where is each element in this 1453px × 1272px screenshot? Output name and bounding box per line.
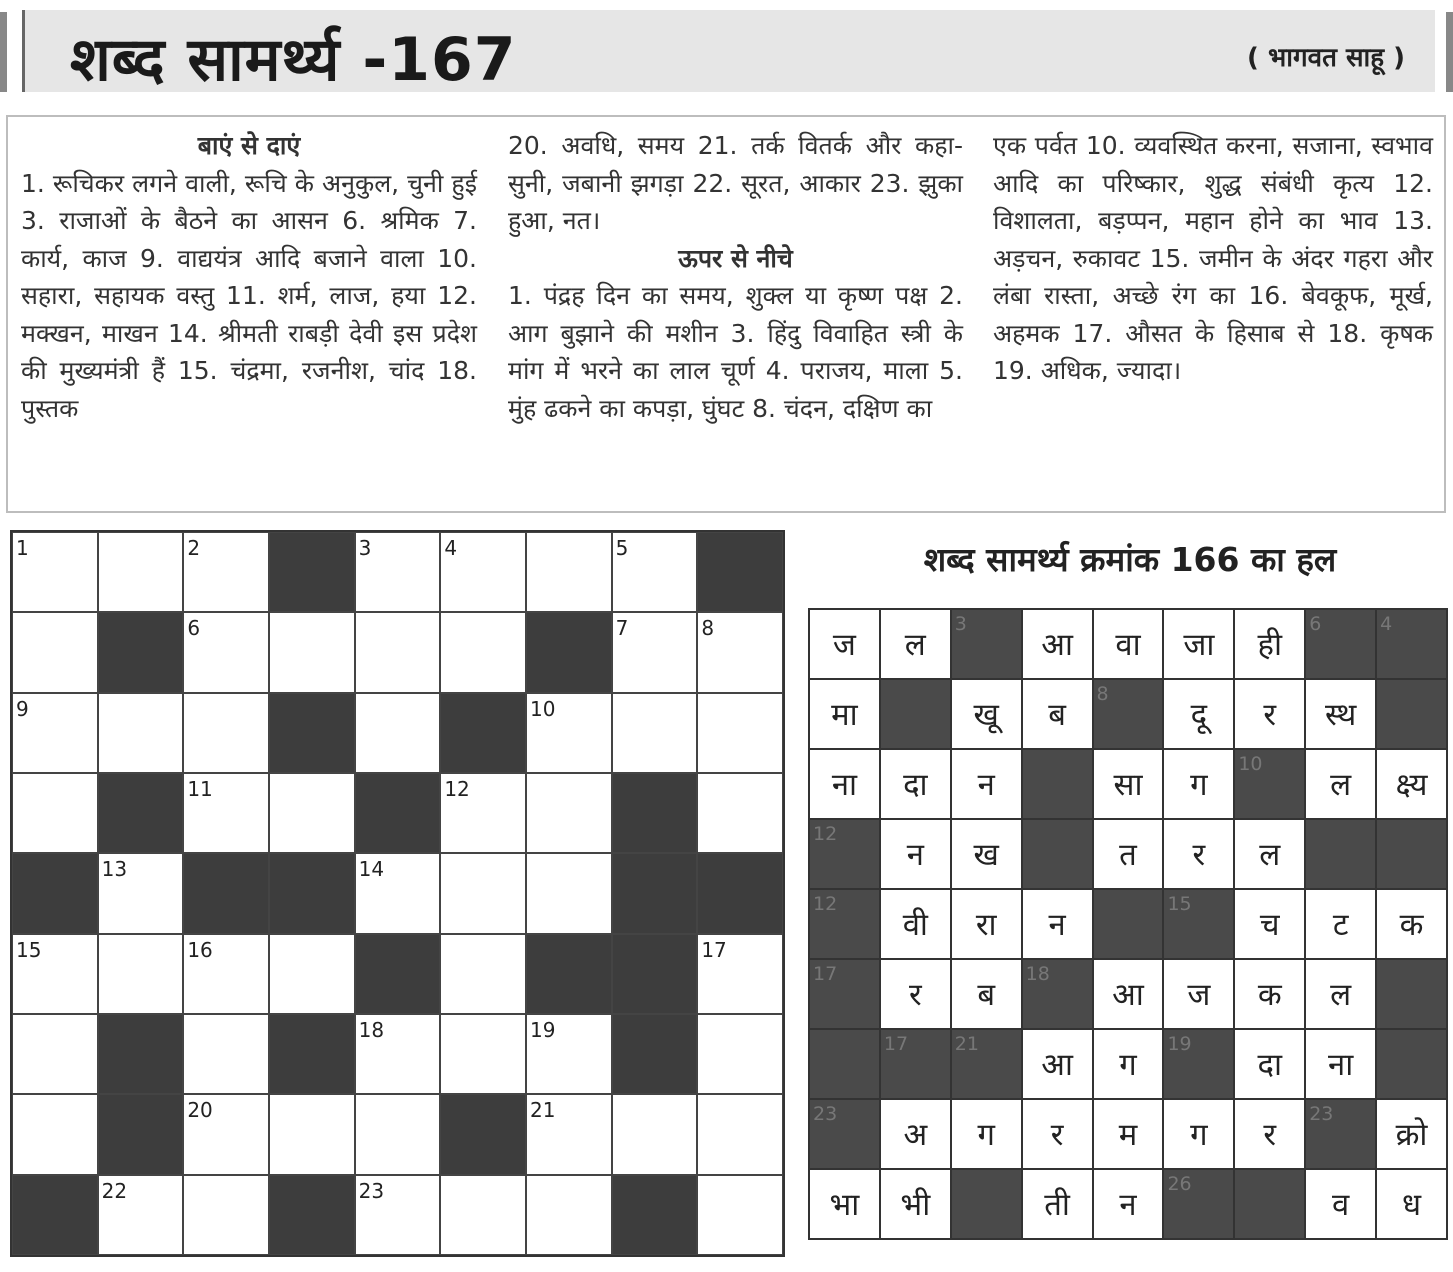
solution-cell-black [881, 1030, 950, 1098]
grid-cell[interactable] [526, 1094, 612, 1174]
solution-letter: रा [975, 907, 997, 943]
solution-letter: न [977, 767, 995, 803]
grid-cell[interactable] [440, 1014, 526, 1094]
solution-letter: क [1257, 977, 1282, 1013]
solution-cell [1377, 1100, 1446, 1168]
grid-cell[interactable] [183, 934, 269, 1014]
solution-cell [1094, 750, 1163, 818]
clue-number: 13 [101, 857, 128, 882]
down-clues-part-1: 1. पंद्रह दिन का समय, शुक्ल या कृष्ण पक्ष 2. आग बुझाने की मशीन 3. हिंदु विवाहित स्त्री के मांग में भरने का लाल चूर्ण 4. पराजय, माला 5. मुंह ढकने का कपड़ा, घुंघट 8. चंदन, दक्षिण का [508, 281, 963, 423]
grid-cell[interactable] [12, 1094, 98, 1174]
solution-letter: स्थ [1325, 697, 1357, 733]
solution-letter: खू [973, 697, 999, 733]
clues-column-3 [993, 127, 1433, 390]
solution-letter: न [1048, 907, 1066, 943]
solution-letter: भी [900, 1187, 931, 1223]
solution-grid [808, 608, 1448, 1240]
clue-number: 17 [701, 937, 727, 962]
grid-cell-black [697, 853, 783, 933]
clue-number: 14 [358, 857, 385, 882]
header [0, 0, 1453, 100]
down-heading: ऊपर से नीचे [678, 243, 793, 273]
solution-cell [1306, 1030, 1375, 1098]
solution-clue-number: 23 [1309, 1103, 1334, 1125]
grid-cell[interactable] [355, 853, 441, 933]
solution-letter: जा [1183, 627, 1215, 663]
grid-cell-black [269, 1014, 355, 1094]
solution-letter: आ [1112, 977, 1144, 1013]
solution-letter: ल [904, 627, 926, 663]
solution-letter: भा [829, 1187, 860, 1223]
grid-cell[interactable] [98, 934, 184, 1014]
solution-letter: आ [1041, 1047, 1073, 1083]
solution-letter: दा [903, 767, 928, 803]
grid-cell[interactable] [526, 532, 612, 612]
clue-number: 10 [529, 696, 556, 721]
solution-cell [881, 890, 950, 958]
solution-clue-number: 26 [1167, 1173, 1192, 1195]
solution-letter: ट [1332, 907, 1349, 943]
solution-letter: वी [902, 907, 928, 943]
solution-cell [1164, 960, 1233, 1028]
grid-cell[interactable] [183, 1014, 269, 1094]
solution-cell-black [1306, 820, 1375, 888]
crossword-grid[interactable] [10, 530, 785, 1257]
grid-cell-black [440, 693, 526, 773]
grid-cell[interactable] [440, 612, 526, 692]
solution-cell-black [881, 680, 950, 748]
solution-cell-black [1094, 680, 1163, 748]
grid-cell[interactable] [697, 1094, 783, 1174]
grid-cell-black [269, 853, 355, 933]
grid-cell-black [98, 612, 184, 692]
grid-cell[interactable] [183, 1175, 269, 1255]
grid-cell-black [269, 693, 355, 773]
grid-cell-black [355, 934, 441, 1014]
solution-cell [810, 610, 879, 678]
solution-cell [881, 820, 950, 888]
solution-cell-black [1094, 890, 1163, 958]
solution-letter: ख [973, 837, 999, 873]
grid-cell[interactable] [526, 1175, 612, 1255]
solution-cell [1164, 1100, 1233, 1168]
solution-letter: ध [1402, 1187, 1422, 1223]
solution-letter: त [1119, 837, 1137, 873]
solution-cell [1023, 680, 1092, 748]
solution-cell [810, 750, 879, 818]
solution-cell [1164, 610, 1233, 678]
grid-cell[interactable] [697, 934, 783, 1014]
grid-cell[interactable] [440, 773, 526, 853]
grid-cell[interactable] [526, 853, 612, 933]
solution-letter: ही [1257, 627, 1283, 663]
solution-cell [1235, 610, 1304, 678]
grid-cell[interactable] [355, 532, 441, 612]
solution-cell-black [810, 820, 879, 888]
solution-cell [1377, 750, 1446, 818]
solution-cell-black [1306, 1100, 1375, 1168]
solution-letter: च [1259, 907, 1280, 943]
solution-cell [810, 1170, 879, 1238]
solution-cell [1164, 680, 1233, 748]
grid-cell[interactable] [12, 934, 98, 1014]
clues-box [6, 115, 1446, 513]
grid-cell-black [526, 934, 612, 1014]
solution-cell [810, 680, 879, 748]
grid-cell-black [12, 853, 98, 933]
clue-number: 21 [529, 1098, 556, 1123]
solution-cell [952, 1100, 1021, 1168]
grid-cell[interactable] [697, 1175, 783, 1255]
grid-cell-black [269, 532, 355, 612]
solution-letter: ल [1330, 767, 1352, 803]
author-name: ( भागवत साहू ) [1247, 43, 1405, 73]
solution-cell-black [1377, 680, 1446, 748]
grid-cell[interactable] [12, 612, 98, 692]
puzzle-title: शब्द सामर्थ्य -167 [70, 25, 517, 95]
solution-cell [1235, 680, 1304, 748]
solution-cell-black [810, 1030, 879, 1098]
solution-cell [1306, 680, 1375, 748]
grid-cell[interactable] [12, 532, 98, 612]
solution-letter: ल [1330, 977, 1352, 1013]
solution-cell-black [1377, 610, 1446, 678]
solution-cell-black [1023, 750, 1092, 818]
solution-cell-black [1164, 1170, 1233, 1238]
solution-cell-black [952, 1170, 1021, 1238]
solution-clue-number: 10 [1238, 753, 1263, 775]
solution-clue-number: 12 [813, 823, 838, 845]
solution-cell [1377, 1170, 1446, 1238]
clue-number: 1 [16, 536, 29, 560]
solution-cell [881, 1100, 950, 1168]
grid-cell[interactable] [355, 612, 441, 692]
solution-cell-black [1377, 960, 1446, 1028]
solution-letter: ती [1044, 1187, 1070, 1223]
grid-cell-black [612, 934, 698, 1014]
grid-cell[interactable] [612, 612, 698, 692]
grid-cell-black [440, 1094, 526, 1174]
grid-cell[interactable] [12, 1014, 98, 1094]
grid-cell[interactable] [355, 1175, 441, 1255]
grid-cell-black [526, 612, 612, 692]
grid-cell[interactable] [697, 1014, 783, 1094]
grid-cell[interactable] [440, 1175, 526, 1255]
solution-cell-black [952, 1030, 1021, 1098]
grid-cell[interactable] [269, 934, 355, 1014]
solution-cell [1094, 820, 1163, 888]
solution-cell [1377, 890, 1446, 958]
solution-letter: र [1050, 1117, 1064, 1153]
solution-clue-number: 19 [1167, 1033, 1192, 1055]
solution-cell [1235, 890, 1304, 958]
clue-number: 7 [615, 616, 629, 641]
clue-number: 22 [101, 1178, 128, 1203]
grid-cell-black [612, 1175, 698, 1255]
solution-letter: ना [1328, 1047, 1354, 1083]
grid-cell[interactable] [183, 1094, 269, 1174]
header-right-bar [1446, 12, 1453, 92]
solution-letter: व [1332, 1187, 1350, 1223]
grid-cell[interactable] [440, 532, 526, 612]
solution-clue-number: 15 [1167, 893, 1192, 915]
solution-cell [1094, 1100, 1163, 1168]
solution-cell [1023, 610, 1092, 678]
across-heading: बाएं से दाएं [197, 131, 301, 160]
solution-cell [881, 1170, 950, 1238]
solution-letter: क्ष्य [1395, 767, 1428, 803]
clues-column-2 [508, 127, 963, 427]
solution-letter: अ [903, 1117, 928, 1153]
solution-cell [1306, 890, 1375, 958]
grid-cell-black [98, 773, 184, 853]
solution-cell [1235, 960, 1304, 1028]
solution-cell-black [810, 1100, 879, 1168]
solution-cell [952, 890, 1021, 958]
across-clues-part-2: 20. अवधि, समय 21. तर्क वितर्क और कहा-सुनी, जबानी झगड़ा 22. सूरत, आकार 23. झुका हुआ, नत। [508, 131, 963, 235]
solution-cell [1235, 1030, 1304, 1098]
solution-cell [1235, 820, 1304, 888]
solution-clue-number: 17 [883, 1033, 909, 1055]
grid-cell[interactable] [355, 693, 441, 773]
clue-number: 12 [444, 777, 470, 801]
solution-cell [1023, 1100, 1092, 1168]
grid-cell[interactable] [355, 1014, 441, 1094]
solution-clue-number: 17 [813, 963, 838, 985]
clue-number: 20 [187, 1098, 213, 1123]
solution-clue-number: 6 [1309, 613, 1322, 635]
solution-cell-black [810, 890, 879, 958]
grid-cell-black [612, 1014, 698, 1094]
solution-letter: ब [977, 977, 996, 1013]
solution-letter: ना [831, 767, 858, 803]
grid-cell[interactable] [697, 612, 783, 692]
grid-cell[interactable] [612, 693, 698, 773]
solution-letter: आ [1041, 627, 1073, 663]
grid-cell[interactable] [526, 1014, 612, 1094]
clue-number: 2 [187, 536, 201, 560]
grid-cell[interactable] [697, 773, 783, 853]
solution-letter: ग [977, 1117, 995, 1153]
grid-cell[interactable] [98, 693, 184, 773]
grid-cell[interactable] [612, 1094, 698, 1174]
solution-cell [1306, 750, 1375, 818]
grid-cell[interactable] [183, 532, 269, 612]
grid-cell[interactable] [12, 693, 98, 773]
grid-cell[interactable] [612, 532, 698, 612]
solution-cell [952, 820, 1021, 888]
grid-cell-black [98, 1014, 184, 1094]
solution-cell-black [952, 610, 1021, 678]
grid-cell[interactable] [269, 612, 355, 692]
solution-cell [881, 750, 950, 818]
solution-cell [1306, 1170, 1375, 1238]
solution-clue-number: 23 [813, 1103, 838, 1125]
grid-cell-black [612, 773, 698, 853]
clue-number: 19 [529, 1018, 556, 1042]
grid-cell[interactable] [355, 1094, 441, 1174]
down-clues-part-2: एक पर्वत 10. व्यवस्थित करना, सजाना, स्वभाव आदि का परिष्कार, शुद्ध संबंधी कृत्य 12. विशालता, बड़प्पन, महान होने का भाव 13. अड़चन, रुकावट 15. जमीन के अंदर गहरा और लंबा रास्ता, अच्छे रंग का 16. बेवकूफ, मूर्ख, अहमक 17. औसत के हिसाब से 18. कृषक 19. अधिक, ज्यादा। [993, 131, 1433, 385]
header-left-bar [0, 12, 7, 92]
clue-number: 3 [358, 536, 372, 560]
solution-clue-number: 21 [954, 1033, 979, 1055]
solution-cell [1094, 1030, 1163, 1098]
solution-cell [881, 960, 950, 1028]
clue-number: 9 [16, 696, 29, 721]
clue-number: 11 [187, 777, 213, 801]
clue-number: 6 [187, 616, 201, 641]
clue-number: 5 [615, 536, 629, 560]
grid-cell[interactable] [526, 693, 612, 773]
solution-letter: र [1263, 1117, 1277, 1153]
grid-cell[interactable] [98, 853, 184, 933]
solution-clue-number: 18 [1025, 963, 1050, 985]
grid-cell[interactable] [98, 532, 184, 612]
solution-cell [1094, 1170, 1163, 1238]
solution-cell-black [1164, 1030, 1233, 1098]
grid-cell-black [697, 532, 783, 612]
solution-letter: म [1118, 1117, 1138, 1153]
solution-letter: ग [1190, 767, 1208, 803]
solution-cell-black [1377, 820, 1446, 888]
clue-number: 4 [444, 536, 458, 560]
solution-cell [1023, 890, 1092, 958]
clue-number: 16 [187, 937, 213, 962]
grid-cell[interactable] [183, 693, 269, 773]
solution-letter: वा [1115, 627, 1141, 663]
solution-clue-number: 12 [813, 893, 838, 915]
clue-number: 23 [358, 1178, 385, 1203]
solution-letter: ग [1190, 1117, 1208, 1153]
solution-letter: ल [1259, 837, 1281, 873]
solution-letter: र [1263, 697, 1277, 733]
solution-cell [1164, 820, 1233, 888]
solution-cell [1235, 1100, 1304, 1168]
clue-number: 15 [16, 937, 42, 962]
solution-letter: मा [831, 697, 858, 733]
solution-cell [1023, 1030, 1092, 1098]
solution-cell-black [1377, 1030, 1446, 1098]
grid-cell[interactable] [526, 773, 612, 853]
grid-cell[interactable] [269, 1094, 355, 1174]
solution-cell-black [810, 960, 879, 1028]
grid-cell[interactable] [269, 773, 355, 853]
grid-cell-black [12, 1175, 98, 1255]
grid-cell[interactable] [697, 693, 783, 773]
solution-clue-number: 8 [1096, 683, 1109, 705]
solution-letter: न [1119, 1187, 1137, 1223]
solution-letter: सा [1113, 767, 1143, 803]
solution-cell [1023, 1170, 1092, 1238]
solution-letter: दू [1190, 697, 1208, 733]
solution-cell [952, 960, 1021, 1028]
solution-cell-black [1023, 820, 1092, 888]
solution-cell-black [1235, 750, 1304, 818]
solution-letter: क [1399, 907, 1424, 943]
solution-letter: ज [1187, 977, 1211, 1013]
solution-letter: न [906, 837, 924, 873]
grid-cell[interactable] [440, 853, 526, 933]
clue-number: 18 [358, 1018, 385, 1042]
solution-letter: दा [1257, 1047, 1283, 1083]
grid-cell-black [612, 853, 698, 933]
grid-cell[interactable] [183, 773, 269, 853]
solution-letter: ग [1119, 1047, 1137, 1083]
grid-cell-black [269, 1175, 355, 1255]
solution-cell-black [1235, 1170, 1304, 1238]
solution-cell [952, 750, 1021, 818]
solution-letter: र [1192, 837, 1206, 873]
solution-cell-black [1023, 960, 1092, 1028]
clues-column-1 [21, 127, 477, 427]
solution-letter: र [908, 977, 922, 1013]
solution-cell [952, 680, 1021, 748]
solution-letter: ज [832, 627, 856, 663]
solution-cell [1306, 960, 1375, 1028]
grid-cell[interactable] [183, 612, 269, 692]
solution-cell [1094, 610, 1163, 678]
solution-cell-black [1164, 890, 1233, 958]
solution-cell [1164, 750, 1233, 818]
solution-cell-black [1306, 610, 1375, 678]
solution-cell [1094, 960, 1163, 1028]
solution-letter: क्रो [1395, 1117, 1428, 1153]
grid-cell[interactable] [440, 934, 526, 1014]
solution-cell [881, 610, 950, 678]
across-clues-part-1: 1. रूचिकर लगने वाली, रूचि के अनुकुल, चुनी हुई 3. राजाओं के बैठने का आसन 6. श्रमिक 7. कार्य, काज 9. वाद्ययंत्र आदि बजाने वाला 10. सहारा, सहायक वस्तु 11. शर्म, लाज, हया 12. मक्खन, माखन 14. श्रीमती राबड़ी देवी इस प्रदेश की मुख्यमंत्री हैं 15. चंद्रमा, रजनीश, चांद 18. पुस्तक [21, 168, 477, 423]
clue-number: 8 [701, 616, 715, 641]
solution-clue-number: 3 [954, 613, 967, 635]
grid-cell[interactable] [12, 773, 98, 853]
solution-clue-number: 4 [1380, 613, 1393, 635]
grid-cell-black [98, 1094, 184, 1174]
grid-cell-black [183, 853, 269, 933]
solution-letter: ब [1048, 697, 1066, 733]
solution-title: शब्द सामर्थ्य क्रमांक 166 का हल [923, 540, 1337, 579]
grid-cell-black [355, 773, 441, 853]
grid-cell[interactable] [98, 1175, 184, 1255]
